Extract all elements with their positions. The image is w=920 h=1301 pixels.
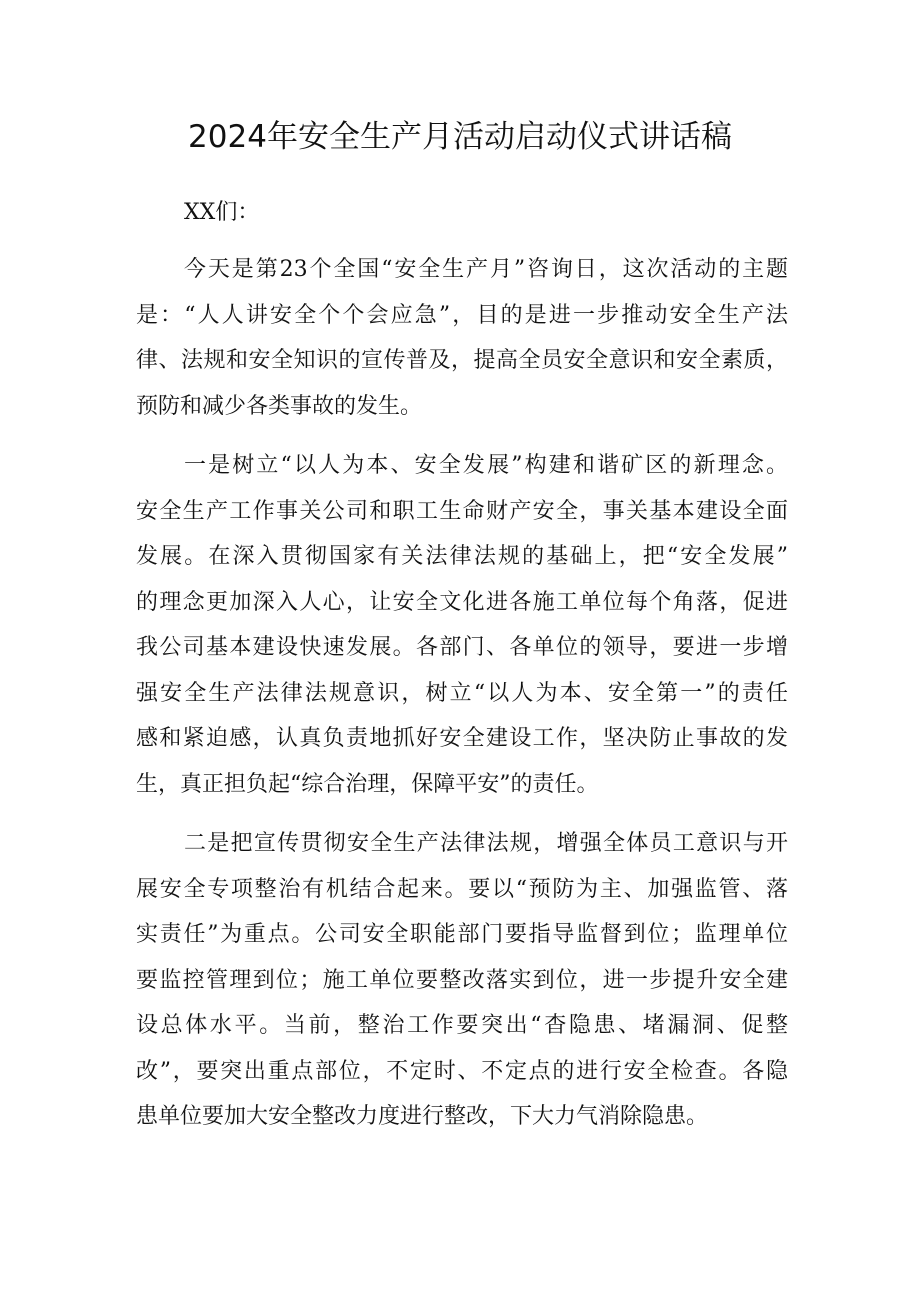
document-body [136, 192, 788, 1154]
salutation: XX们： [184, 200, 260, 225]
text-line: 我公司基本建设快速发展。各部门、各单位的领导，要进一步增 [136, 635, 788, 660]
text-line: 患单位要加大安全整改力度进行整改，下大力气消除隐患。 [136, 1104, 709, 1129]
text-line: 生，真正担负起“综合治理，保障平安”的责任。 [136, 771, 599, 797]
text-line: 设总体水平。当前，整治工作要突出“杳隐患、堵漏洞、促整 [136, 1013, 788, 1038]
text-line: 强安全生产法律法规意识，树立“以人为本、安全第一”的责任 [136, 680, 788, 706]
text-line: 预防和减少各类事故的发生。 [136, 393, 423, 419]
text-line: 是：“人人讲安全个个会应急”，目的是进一步推动安全生产法 [136, 302, 788, 328]
text-line: 感和紧迫感，认真负责地抓好安全建设工作，坚决防止事故的发 [136, 726, 788, 751]
text-line: 二是把宣传贯彻安全生产法律法规，增强全体员工意识与开 [184, 831, 788, 856]
document-title: 2024年安全生产月活动启动仪式讲话稿 [188, 119, 732, 155]
text-line: 律、法规和安全知识的宣传普及，提高全员安全意识和安全素质， [136, 348, 788, 373]
paragraph-1 [136, 247, 788, 429]
text-line: 今天是第23个全国“安全生产月”咨询日，这次活动的主题 [184, 257, 788, 282]
text-line: 发展。在深入贯彻国家有关法律法规的基础上，把“安全发展” [136, 544, 788, 569]
text-line: 一是树立“以人为本、安全发展”构建和谐矿区的新理念。 [184, 453, 788, 478]
text-line: 实责任”为重点。公司安全职能部门要指导监督到位；监理单位 [136, 922, 788, 947]
text-line: 展安全专项整治有机结合起来。要以“预防为主、加强监管、落 [136, 876, 788, 902]
paragraph-2 [136, 443, 788, 807]
text-line: 改”，要突出重点部位，不定时、不定点的进行安全检查。各隐 [136, 1058, 788, 1084]
text-line: 安全生产工作事关公司和职工生命财产安全，事关基本建设全面 [136, 498, 788, 524]
paragraph-3 [136, 821, 788, 1140]
text-line: 的理念更加深入人心，让安全文化进各施工单位每个角落，促进 [136, 589, 788, 615]
text-line: 要监控管理到位；施工单位要整改落实到位，进一步提升安全建 [136, 967, 788, 993]
